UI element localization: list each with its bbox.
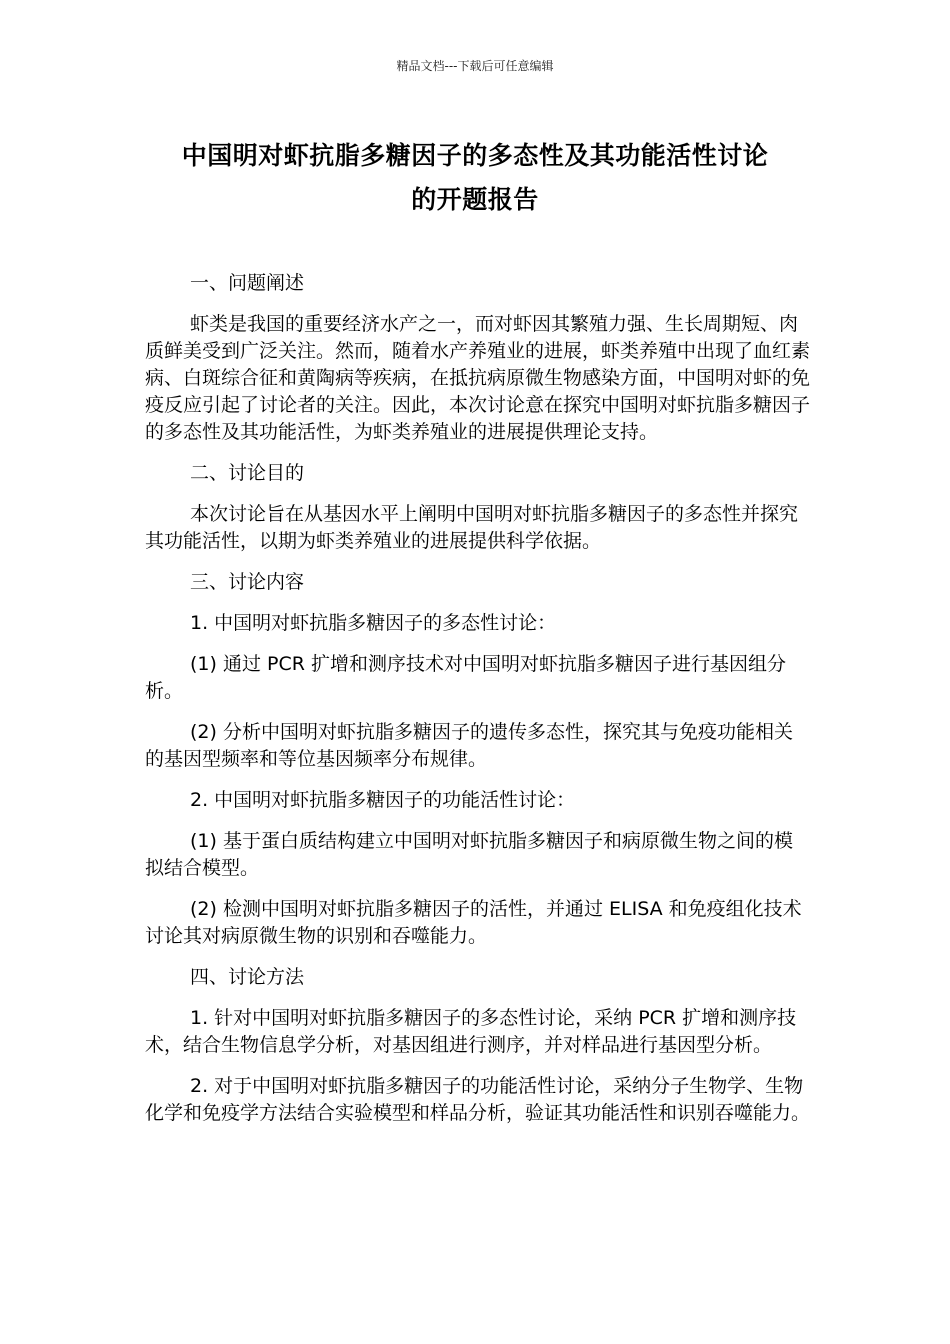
document-body (145, 270, 810, 1141)
content-subitem-elisa: (2) 检测中国明对虾抗脂多糖因子的活性，并通过 ELISA 和免疫组化技术讨论其对病原微生物的识别和吞噬能力。 (145, 898, 802, 947)
paragraph-purpose: 本次讨论旨在从基因水平上阐明中国明对虾抗脂多糖因子的多态性并探究其功能活性，以期为虾类养殖业的进展提供科学依据。 (145, 503, 799, 552)
content-subitem-pcr: (1) 通过 PCR 扩增和测序技术对中国明对虾抗脂多糖因子进行基因组分析。 (145, 653, 786, 702)
document-title (120, 134, 830, 222)
title-line-2: 的开题报告 (411, 185, 539, 214)
section-heading-problem: 一、问题阐述 (190, 272, 305, 294)
section-heading-methods: 四、讨论方法 (190, 966, 305, 988)
content-item-activity: 2. 中国明对虾抗脂多糖因子的功能活性讨论： (190, 789, 576, 811)
section-heading-purpose: 二、讨论目的 (190, 462, 305, 484)
content-subitem-binding-model: (1) 基于蛋白质结构建立中国明对虾抗脂多糖因子和病原微生物之间的模拟结合模型。 (145, 830, 793, 879)
paragraph-problem: 虾类是我国的重要经济水产之一，而对虾因其繁殖力强、生长周期短、肉质鲜美受到广泛关注。然而，随着水产养殖业的进展，虾类养殖中出现了血红素病、白斑综合征和黄陶病等疾病，在抵抗病原微生物感染方面，中国明对虾的免疫反应引起了讨论者的关注。因此，本次讨论意在探究中国明对虾抗脂多糖因子的多态性及其功能活性，为虾类养殖业的进展提供理论支持。 (145, 313, 811, 443)
content-item-polymorphism: 1. 中国明对虾抗脂多糖因子的多态性讨论： (190, 612, 557, 634)
methods-item-activity: 2. 对于中国明对虾抗脂多糖因子的功能活性讨论，采纳分子生物学、生物化学和免疫学方法结合实验模型和样品分析，验证其功能活性和识别吞噬能力。 (145, 1075, 811, 1124)
title-line-1: 中国明对虾抗脂多糖因子的多态性及其功能活性讨论 (181, 141, 769, 170)
header-note: 精品文档---下载后可任意编辑 (396, 59, 554, 73)
section-heading-content: 三、讨论内容 (190, 571, 305, 593)
content-subitem-genetic-analysis: (2) 分析中国明对虾抗脂多糖因子的遗传多态性，探究其与免疫功能相关的基因型频率和等位基因频率分布规律。 (145, 721, 793, 770)
methods-item-polymorphism: 1. 针对中国明对虾抗脂多糖因子的多态性讨论，采纳 PCR 扩增和测序技术，结合生物信息学分析，对基因组进行测序，并对样品进行基因型分析。 (145, 1007, 797, 1056)
